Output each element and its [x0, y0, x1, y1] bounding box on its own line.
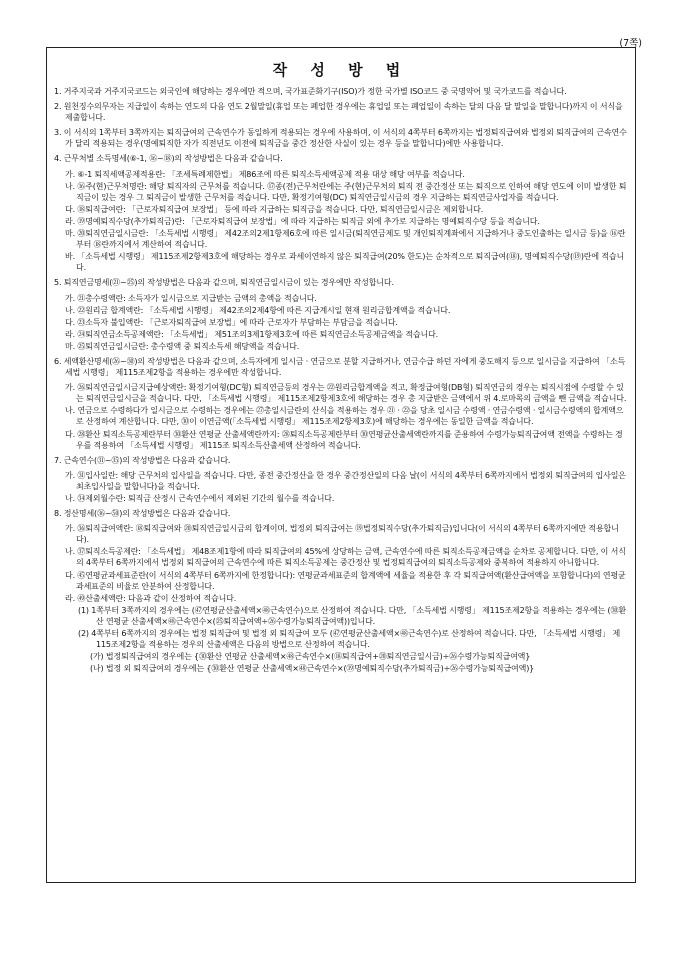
instruction-line: (가) 법정퇴직급여의 경우에는 {㉚환산 연평균 산출세액×㊽근속연수×(⑱퇴직급여+⑳퇴직연금일시금)÷㉖수령가능퇴직급여액}: [90, 652, 531, 662]
instruction-line: 1. 거주지국과 거주지국코드는 외국인에 해당하는 경우에만 적으며, 국가표준화기구(ISO)가 정한 국가별 ISO코드 중 국명약어 및 국가코드를 적습니다.: [54, 87, 567, 96]
instruction-line: 7. 근속연수(㉛~㉟)의 작성방법은 다음과 같습니다.: [54, 455, 231, 465]
instruction-line: 나. 연금으로 수령하다가 일시금으로 수령하는 경우에는 ㉗총일시금란의 산식을 적용하는 경우 ㉑ · ㉒을 당초 일시금 수령액 · 연금수령액 · 일시금수령액의 합계액으로 산정하여 계산합니다. 다만, ㉚이 이연금액(「소득세법 시행령」 제115조제2항제3호)에 해당하는 경우에는 동일한 금액을 적습니다.: [65, 406, 624, 427]
instruction-line: 3. 이 서식의 1쪽부터 3쪽까지는 퇴직급여의 근속연수가 동일하게 적용되는 경우에 사용하며, 이 서식의 4쪽부터 6쪽까지는 법정퇴직급여와 법정외 퇴직급여의 근속연수가 달리 적용되는 경우(명예퇴직한 자가 직전년도 이전에 퇴직금을 중간 정산한 사실이 있는 경우 등을 말합니다)에만 사용합니다.: [54, 128, 627, 149]
instructions-box: [46, 47, 636, 883]
instruction-line: 나. ㉞제외월수란: 퇴직금 산정시 근속연수에서 제외된 기간의 월수를 적습니다.: [65, 494, 335, 503]
instruction-line: 다. ㊺연평균과세표준란(이 서식의 4쪽부터 6쪽까지에 한정합니다): 연평균과세표준의 합계액에 세율을 적용한 후 각 퇴직급여액(환산급여액을 포함합니다)의 연평균과세표준의 비율로 안분하여 산정합니다.: [65, 570, 626, 591]
instruction-line: 8. 정산명세(㊱~㊿)의 작성방법은 다음과 같습니다.: [54, 509, 231, 519]
instruction-line: 바. 「소득세법 시행령」 제115조제2항제3호에 해당하는 경우로 과세이연하지 않은 퇴직급여(20% 한도)는 순차적으로 퇴직급여(⑱), 명예퇴직수당(⑲)란에 적습니다.: [65, 252, 625, 273]
instruction-line: 다. ㉘환산 퇴직소득공제란부터 ㉚환산 연평균 산출세액란까지: ㉘퇴직소득공제란부터 ㉚연평균산출세액란까지를 준용하여 수령가능퇴직급여액 전액을 수령하는 경우를 적용하여 「소득세법 시행령」 제115조 퇴직소득산출세액 산정하여 적습니다.: [65, 429, 623, 450]
instruction-line: (2) 4쪽부터 6쪽까지의 경우에는 법정 퇴직급여 및 법정 외 퇴직급여 모두 (㊼연평균산출세액×㊽근속연수)로 산정하여 적습니다. 다만, 「소득세법 시행령」 제115조제2항을 적용하는 경우의 산출세액은 다음의 방법으로 산정하여 적습니다.: [78, 629, 621, 650]
instruction-line: 라. ㉔퇴직연금소득공제액란: 「소득세법」 제51조의3제1항제3호에 따른 퇴직연금소득공제금액을 적습니다.: [65, 329, 439, 339]
instruction-line: 라. ㊾산출세액란: 다음과 같이 산정하여 적습니다.: [65, 593, 237, 603]
instruction-line: 마. ⑳퇴직연금일시금란: 「소득세법 시행령」 제42조의2제1항제6호에 따른 일시금(퇴직연금제도 및 개인퇴직계좌에서 지급하거나 중도인출하는 일시금 등)을 ⑯란부터 ⑱란까지에서 계산하여 적습니다.: [65, 229, 626, 250]
instructions-content: [54, 86, 629, 675]
instruction-line: 나. ㉒원리금 합계액란: 「소득세법 시행령」 제42조의2제4항에 따른 지급계시일 현재 원리금합계액을 적습니다.: [65, 305, 451, 315]
instruction-line: 5. 퇴직연금명세(㉑~㉕)의 작성방법은 다음과 같으며, 퇴직연금일시금이 있는 경우에만 작성합니다.: [54, 278, 394, 288]
instruction-line: 가. ㉛입사일란: 해당 근무처의 입사일을 적습니다. 다만, 종전 중간정산을 한 경우 중간정산일의 다음 날(이 서식의 4쪽부터 6쪽까지에서 법정외 퇴직급여의 입사일은 최초입사일을 말합니다)을 적습니다.: [65, 470, 626, 491]
instruction-line: (1) 1쪽부터 3쪽까지의 경우에는 (㊼연평균산출세액×㊽근속연수)으로 산정하여 적습니다. 다만, 「소득세법 시행령」 제115조제2항을 적용하는 경우에는 (㉚환산 연평균 산출세액×㊽근속연수×(㉕퇴직급여액÷㉖수령가능퇴직급여액))입니다.: [78, 605, 626, 626]
instruction-line: 4. 근무처별 소득명세(⑥-1, ⑯~⑱)의 작성방법은 다음과 같습니다.: [54, 154, 283, 164]
instruction-line: 마. ㉕퇴직연금일시금란: 총수령액 중 퇴직소득세 해당액을 적습니다.: [65, 341, 300, 351]
instruction-line: 가. ⑥-1 퇴직세액공제적용란: 「조세특례제한법」 제86조에 따른 퇴직소득세액공제 적용 대상 해당 여부를 적습니다.: [65, 169, 465, 179]
instruction-line: 가. ㊱퇴직급여액란: ⑱퇴직급여와 ⑳퇴직연금일시금의 합계이며, 법정외 퇴직급여는 ⑲법정퇴직수당(추가퇴직금)입니다(이 서식의 4쪽부터 6쪽까지에만 적용합니다).: [65, 524, 619, 545]
instruction-line: 다. ㉓소득자 불입액란: 「근로자퇴직급여 보장법」에 따라 근로자가 부담하는 부담금을 적습니다.: [65, 317, 398, 327]
instruction-line: 나. ⑯주(현)근무처명란: 해당 퇴직자의 근무처를 적습니다. ⑰종(전)근무처란에는 주(현)근무처의 퇴직 전 중간정산 또는 퇴직으로 인하여 해당 연도에 이미 발생한 퇴직금이 있는 경우 그 퇴직금이 발생한 근무처를 적습니다. 다만, 확정기여형(DC) 퇴직연금일시금의 경우 지급하는 퇴직연금사업자를 적습니다.: [65, 181, 627, 202]
instruction-line: 2. 원천징수의무자는 지급일이 속하는 연도의 다음 연도 2월말일(휴업 또는 폐업한 경우에는 휴업일 또는 폐업일이 속하는 달의 다음 달 말일을 말합니다)까지 이 서식을 제출합니다.: [54, 102, 623, 123]
page-number: (7쪽): [619, 38, 642, 49]
page-title: 작 성 방 법: [272, 61, 410, 79]
instruction-line: 가. ㉑총수령액란: 소득자가 일시금으로 지급받는 금액의 총액을 적습니다.: [65, 293, 317, 303]
instruction-line: 나. ㊲퇴직소득공제란: 「소득세법」 제48조제1항에 따라 퇴직급여의 45%에 상당하는 금액, 근속연수에 따른 퇴직소득공제금액을 순차로 공제합니다. 다만, 이 서식의 4쪽부터 6쪽까지에서 법정외 퇴직급여의 근속연수에 따른 퇴직소득공제는 중간정산 및 법정퇴직급여의 퇴직소득공제와 중복하여 적용하지 아니합니다.: [65, 547, 626, 568]
instruction-line: (나) 법정 외 퇴직급여의 경우에는 {㉚환산 연평균 산출세액×㊽근속연수×(⑲명예퇴직수당(추가퇴직금)÷㉖수령가능퇴직급여액)}: [90, 664, 535, 674]
instruction-line: 가. ㉖퇴직연금일시금지급예상액란: 확정기여형(DC형) 퇴직연금등의 경우는 ㉒원리금합계액을 적고, 확정급여형(DB형) 퇴직연금의 경우는 퇴직시점에 수령할 수 있는 퇴직연금일시금을 적습니다. 다만, 「소득세법 시행령」 제115조제2항제3호에 해당하는 경우 총 지급받은 금액에서 위 4.로마목의 금액을 뺀 금액을 적습니다.: [65, 383, 627, 404]
instruction-line: 다. ⑱퇴직급여란: 「근로자퇴직급여 보장법」 등에 따라 지급하는 퇴직금을 적습니다. 다만, 퇴직연금일시금은 제외합니다.: [65, 204, 484, 214]
instruction-line: 라. ⑲명예퇴직수당(추가퇴직금)란: 「근로자퇴직급여 보장법」에 따라 지급하는 퇴직금 외에 추가로 지급하는 명예퇴직수당 등을 적습니다.: [65, 216, 540, 226]
instruction-line: 6. 세액환산명세(㉖~㉚)의 작성방법은 다음과 같으며, 소득자에게 일시금 · 연금으로 분할 지급하거나, 연금수급 하던 자에게 중도해지 등으로 일시금을 지급하여 「소득세법 시행령」 제115조제2항을 적용하는 경우에만 작성합니다.: [54, 356, 626, 378]
